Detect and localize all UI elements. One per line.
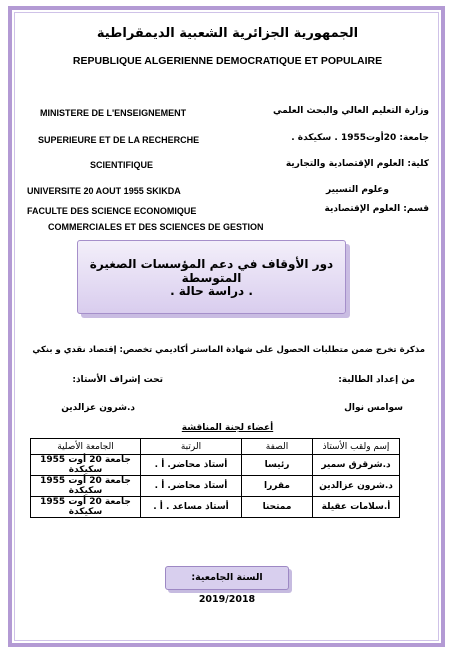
jury-header-row: [31, 439, 400, 455]
jury-role: رئيسا: [242, 455, 313, 476]
jury-university: جامعة 20 أوت 1955 سكيكدة: [31, 455, 141, 476]
table-row: [31, 476, 400, 497]
thesis-title-banner: [77, 240, 346, 314]
jury-role: ممتحنا: [242, 497, 313, 518]
student-name: سوامس نوال: [344, 403, 403, 413]
department-ar: قسم: العلوم الإقتصادية: [324, 204, 429, 214]
jury-university: جامعة 20 أوت 1955 سكيكدة: [31, 497, 141, 518]
jury-role: مقررا: [242, 476, 313, 497]
ministry-fr-line1: MINISTERE DE L'ENSEIGNEMENT: [40, 108, 187, 118]
faculty-ar-line2: وعلوم التسيير: [325, 185, 389, 195]
jury-table: [30, 438, 400, 518]
thesis-title-line2: . دراسة حالة .: [170, 284, 253, 298]
faculty-ar-line1: كلية: العلوم الإقتصادية والتجارية: [285, 159, 429, 169]
faculty-fr-line2: COMMERCIALES ET DES SCIENCES DE GESTION: [48, 222, 264, 232]
jury-rank: أستاذ محاضر. أ .: [141, 455, 242, 476]
supervisor-label: تحت إشراف الأستاذ:: [72, 375, 163, 385]
jury-name: أ.سلامات عقيلة: [313, 497, 400, 518]
jury-name: د.شرون عزالدين: [313, 476, 400, 497]
jury-name: د.شرقرق سمير: [313, 455, 400, 476]
university-fr: UNIVERSITE 20 AOUT 1955 SKIKDA: [27, 186, 181, 196]
fr-republic-title: REPUBLIQUE ALGERIENNE DEMOCRATIQUE ET POPULAIRE: [72, 55, 383, 67]
ministry-fr-line2: SUPERIEURE ET DE LA RECHERCHE: [38, 135, 200, 145]
jury-title: أعضاء لجنة المناقشة: [181, 423, 274, 433]
ar-republic-title: الجمهورية الجزائرية الشعبية الديمقراطية: [96, 26, 359, 41]
thesis-title-line1: دور الأوقاف في دعم المؤسسات الصغيرة المتوسطة: [89, 257, 334, 285]
memo-description: مذكرة تخرج ضمن متطلبات الحصول على شهادة الماستر أكاديمي تخصص: إقتصاد نقدي و بنكي: [32, 345, 425, 355]
header-university: الجامعة الأصلية: [31, 439, 141, 455]
supervisor-name: د.شرون عزالدين: [61, 403, 135, 413]
student-label: من إعداد الطالبة:: [338, 375, 415, 385]
university-ar: جامعة: 20أوت1955 . سكيكدة .: [291, 133, 429, 143]
faculty-fr-line1: FACULTE DES SCIENCE ECONOMIQUE: [27, 206, 197, 216]
table-row: [31, 497, 400, 518]
header-role: الصفة: [242, 439, 313, 455]
table-row: [31, 455, 400, 476]
jury-university: جامعة 20 أوت 1955 سكيكدة: [31, 476, 141, 497]
header-name: إسم ولقب الأستاذ: [313, 439, 400, 455]
academic-year-box: السنة الجامعية: 2019/2018: [165, 566, 289, 590]
ministry-ar: وزارة التعليم العالي والبحث العلمي: [272, 106, 429, 116]
jury-rank: أستاذ مساعد . أ .: [141, 497, 242, 518]
header-rank: الرتبة: [141, 439, 242, 455]
ministry-fr-line3: SCIENTIFIQUE: [90, 160, 154, 170]
jury-rank: أستاذ محاضر. أ .: [141, 476, 242, 497]
